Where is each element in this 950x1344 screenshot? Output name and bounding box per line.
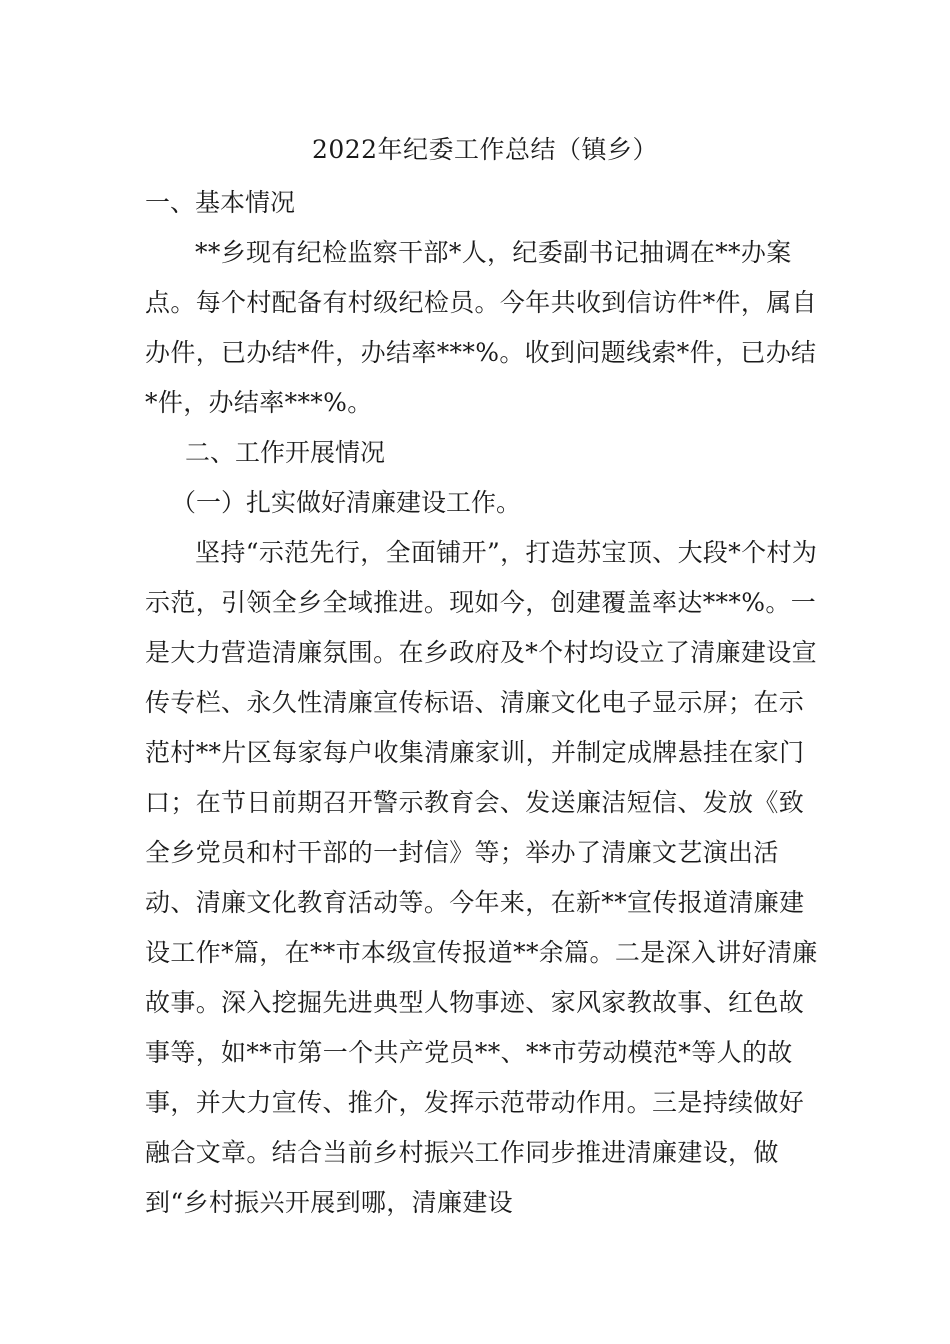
document-title: 2022年纪委工作总结（镇乡） xyxy=(311,135,659,164)
paragraph-integrity-building: 坚持“示范先行，全面铺开”，打造苏宝顶、大段*个村为示范，引领全乡全域推进。现如今，创建覆盖率达***%。一是大力营造清廉氛围。在乡政府及*个村均设立了清廉建设宣传专栏、永久性清廉宣传标语、清廉文化电子显示屏；在示范村**片区每家每户收集清廉家训，并制定成牌悬挂在家门口；在节日前期召开警示教育会、发送廉洁短信、发放《致全乡党员和村干部的一封信》等；举办了清廉文艺演出活动、清廉文化教育活动等。今年来，在新**宣传报道清廉建设工作*篇，在**市本级宣传报道**余篇。二是深入讲好清廉故事。深入挖掘先进典型人物事迹、家风家教故事、红色故事等，如**市第一个共产党员**、**市劳动模范*等人的故事，并大力宣传、推介，发挥示范带动作用。三是持续做好融合文章。结合当前乡村振兴工作同步推进清廉建设，做到“乡村振兴开展到哪，清廉建设 xyxy=(145,538,818,1217)
section-heading-basic-situation: 一、基本情况 xyxy=(145,188,296,217)
document-page xyxy=(145,128,825,1228)
section-heading-work-progress: 二、工作开展情况 xyxy=(185,438,386,467)
paragraph-basic-situation: **乡现有纪检监察干部*人，纪委副书记抽调在**办案点。每个村配备有村级纪检员。今年共收到信访件*件，属自办件，已办结*件，办结率***%。收到问题线索*件，已办结*件，办结率***%。 xyxy=(145,238,817,417)
subsection-heading-integrity-building: （一）扎实做好清廉建设工作。 xyxy=(171,488,522,517)
